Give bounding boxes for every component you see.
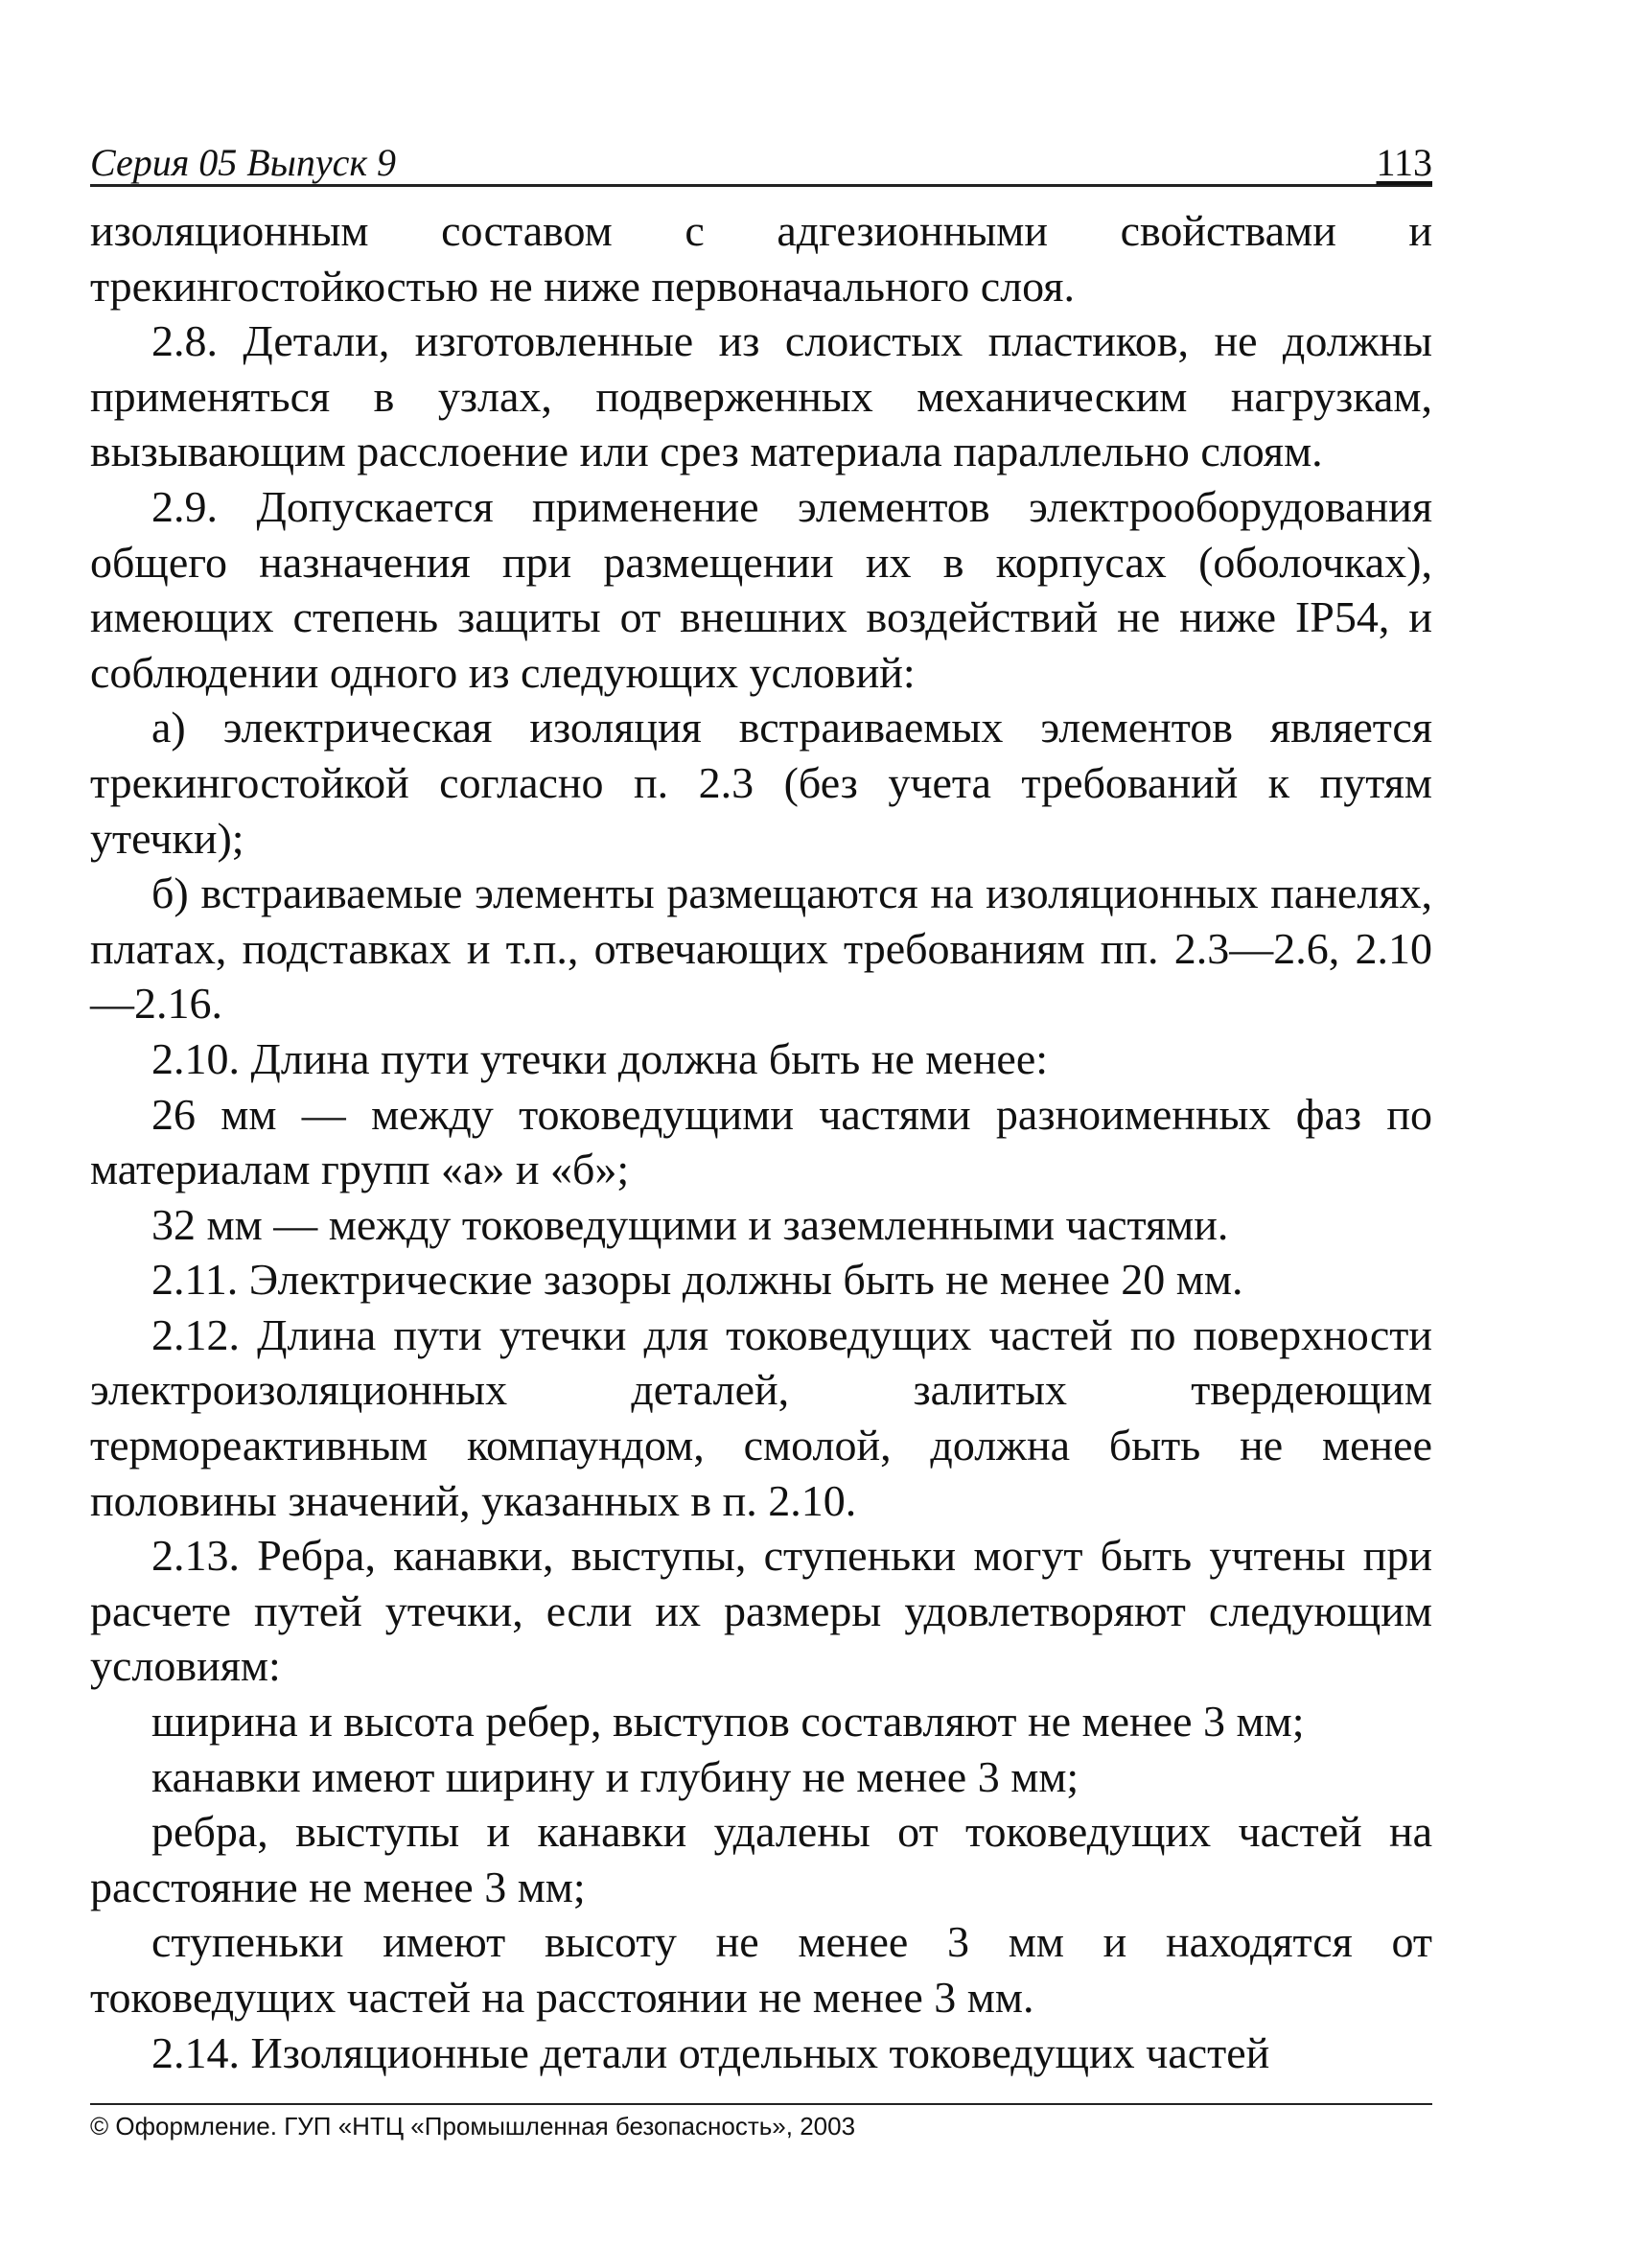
document-body: [90, 203, 1432, 2080]
paragraph: 26 мм — между токоведущими частями разноименных фаз по материалам групп «а» и «б»;: [90, 1089, 1432, 1194]
paragraph: б) встраиваемые элементы размещаются на изоляционных панелях, платах, подставках и т.п., отвечающих требованиям пп. 2.3—2.6, 2.10—2.16.: [90, 868, 1432, 1029]
paragraph: канавки имеют ширину и глубину не менее 3 мм;: [151, 1751, 1079, 1801]
page-number: 113: [1376, 141, 1432, 184]
paragraph: изоляционным составом с адгезионными свойствами и трекингостойкостью не ниже первоначального слоя.: [90, 206, 1432, 311]
paragraph: 2.14. Изоляционные детали отдельных токоведущих частей: [151, 2027, 1270, 2077]
paragraph: 2.8. Детали, изготовленные из слоистых пластиков, не должны применяться в узлах, подверженных механическим нагрузкам, вызывающим расслоение или срез материала параллельно слоям.: [90, 316, 1432, 476]
paragraph: 32 мм — между токоведущими и заземленными частями.: [151, 1199, 1229, 1249]
running-header: [90, 132, 1432, 187]
copyright-footer: © Оформление. ГУП «НТЦ «Промышленная безопасность», 2003: [90, 2112, 856, 2141]
paragraph: 2.9. Допускается применение элементов электрооборудования общего назначения при размещении их в корпусах (оболочках), имеющих степень защиты от внешних воздействий не ниже IP54, и соблюдении одного из следующих условий:: [90, 481, 1432, 697]
footer-separator: [90, 2103, 1432, 2105]
paragraph: 2.13. Ребра, канавки, выступы, ступеньки могут быть учтены при расчете путей утечки, если их размеры удовлетворяют следующим условиям:: [90, 1531, 1432, 1691]
series-label: Серия 05 Выпуск 9: [90, 141, 397, 184]
paragraph: а) электрическая изоляция встраиваемых элементов является трекингостойкой согласно п. 2.3 (без учета требований к путям утечки);: [90, 703, 1432, 863]
paragraph: 2.11. Электрические зазоры должны быть не менее 20 мм.: [151, 1255, 1243, 1305]
paragraph: ступеньки имеют высоту не менее 3 мм и находятся от токоведущих частей на расстоянии не менее 3 мм.: [90, 1917, 1432, 2022]
paragraph: ребра, выступы и канавки удалены от токоведущих частей на расстояние не менее 3 мм;: [90, 1807, 1432, 1911]
paragraph: 2.10. Длина пути утечки должна быть не менее:: [151, 1033, 1049, 1083]
paragraph: 2.12. Длина пути утечки для токоведущих частей по поверхности электроизоляционных деталей, залитых твердеющим термореактивным компаундом, смолой, должна быть не менее половины значений, указанных в п. 2.10.: [90, 1309, 1432, 1525]
paragraph: ширина и высота ребер, выступов составляют не менее 3 мм;: [151, 1697, 1305, 1747]
